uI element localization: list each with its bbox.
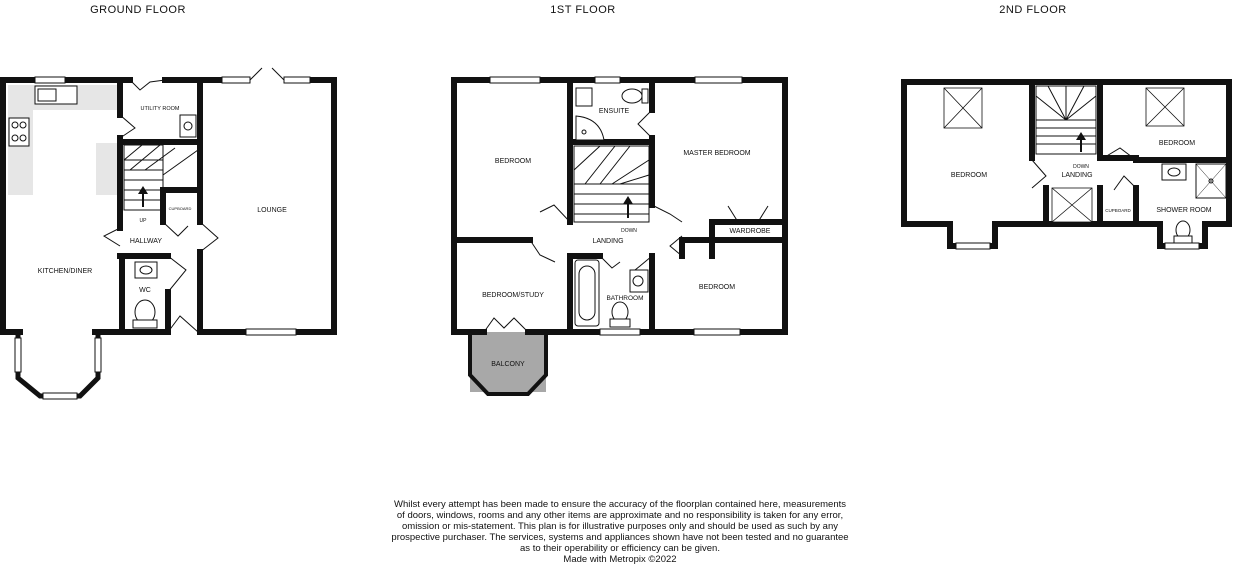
wc-basin-icon <box>135 262 157 278</box>
second-floor-plan <box>904 82 1229 249</box>
second-bedroom-label: BEDROOM <box>950 172 988 179</box>
lounge-label: LOUNGE <box>257 207 287 214</box>
utility-sink-icon <box>180 115 196 137</box>
disclaimer-line: prospective purchaser. The services, systems and appliances shown have not been tested and no guarantee <box>391 532 849 543</box>
kitchen-island <box>96 143 120 195</box>
disclaimer-line: of doors, windows, rooms and any other items are approximate and no responsibility is taken for any error, <box>396 510 844 521</box>
hallway-label: HALLWAY <box>129 238 163 245</box>
first-bedroom2-label: BEDROOM <box>698 284 736 291</box>
skylights <box>944 88 1184 222</box>
master-bedroom-label: MASTER BEDROOM <box>683 150 751 157</box>
bathroom-label: BATHROOM <box>606 295 644 302</box>
hob-icon <box>9 118 29 146</box>
first-landing-label: LANDING <box>592 238 624 245</box>
kitchen-diner-label: KITCHEN/DINER <box>37 268 93 275</box>
first-stairs <box>574 146 649 222</box>
wardrobe-label: WARDROBE <box>729 228 771 235</box>
ensuite-toilet-icon <box>622 89 642 103</box>
disclaimer <box>380 499 860 565</box>
cupboard-label: CUPBOARD <box>168 206 192 211</box>
bay-window <box>18 332 98 396</box>
first-cupboard-label: CUPBOARD <box>679 238 715 244</box>
wc-label: WC <box>139 287 151 294</box>
shower-room-label: SHOWER ROOM <box>1156 207 1212 214</box>
first-stairs-down-label: DOWN <box>621 228 637 234</box>
ensuite-shower-icon <box>576 116 604 140</box>
shower-room-basin-icon <box>1162 164 1186 180</box>
second-landing-label: LANDING <box>1061 172 1093 179</box>
credit-line: Made with Metropix ©2022 <box>563 554 677 565</box>
balcony-label: BALCONY <box>491 361 525 368</box>
bedroom-study-label: BEDROOM/STUDY <box>482 292 544 299</box>
disclaimer-line: omission or mis-statement. This plan is for illustrative purposes only and should be used as such by any <box>402 521 838 532</box>
first-floor-plan <box>454 77 785 394</box>
ensuite-basin-icon <box>576 88 592 106</box>
stairs-up-label: UP <box>139 218 147 224</box>
second-cupboard-label: CUPBOARD <box>1105 208 1131 213</box>
second-bedroom2-label: BEDROOM <box>1158 140 1196 147</box>
ground-stairs <box>124 145 198 210</box>
first-bedroom-label: BEDROOM <box>494 158 532 165</box>
first-floor-title: 1ST FLOOR <box>550 4 616 16</box>
disclaimer-line: as to their operability or efficiency can be given. <box>520 543 720 554</box>
disclaimer-line: Whilst every attempt has been made to ensure the accuracy of the floorplan contained here, measurements <box>393 499 847 510</box>
utility-room-label: UTILITY ROOM <box>140 106 180 112</box>
ensuite-label: ENSUITE <box>598 108 630 115</box>
second-stairs-down-label: DOWN <box>1073 164 1089 170</box>
second-stairs <box>1036 86 1096 154</box>
ground-floor-title: GROUND FLOOR <box>90 4 186 16</box>
second-floor-title: 2ND FLOOR <box>999 4 1067 16</box>
ground-floor-plan <box>3 68 334 399</box>
